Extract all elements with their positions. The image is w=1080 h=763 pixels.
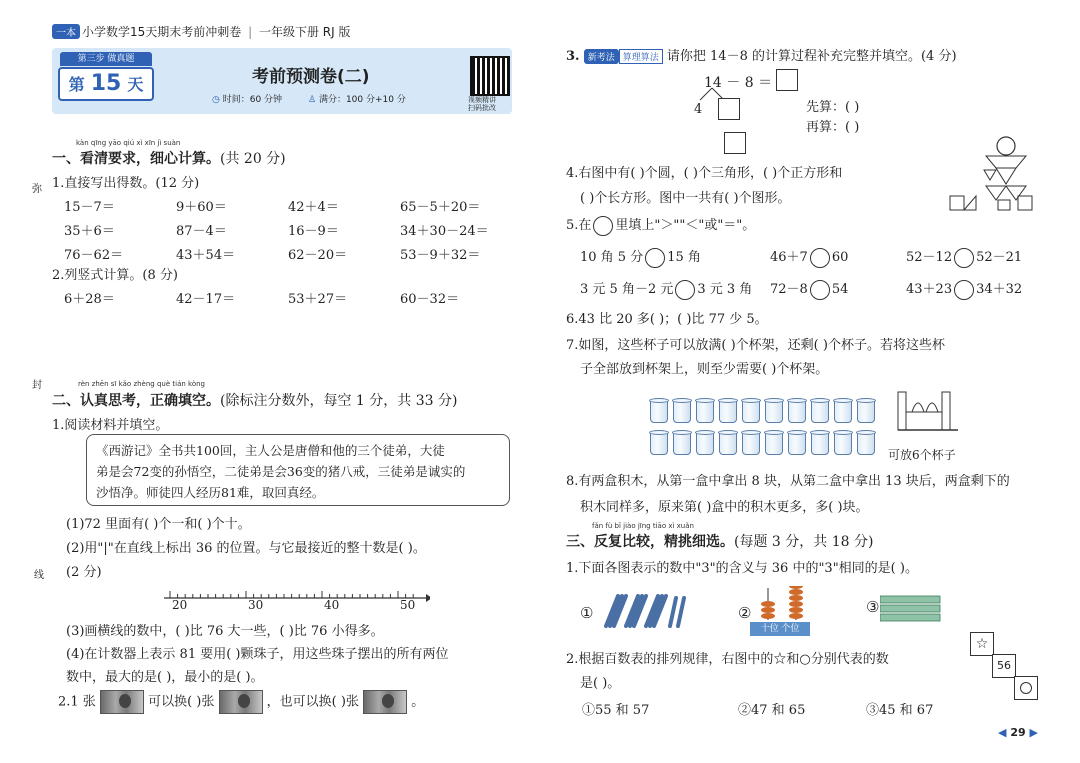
tick-label-30: 30 xyxy=(248,598,264,612)
arith-item: 42＋4＝ xyxy=(288,200,339,215)
cup xyxy=(857,400,875,423)
q5-item: 46＋7 60 xyxy=(770,246,848,268)
arith-item: 62－20＝ xyxy=(288,248,348,263)
prev-arrow-icon[interactable]: ◀ xyxy=(998,726,1007,739)
margin-label: 封 xyxy=(32,380,42,391)
new-method-badge: 新考法 xyxy=(584,49,619,64)
split-four: 4 xyxy=(694,102,703,117)
next-arrow-icon[interactable]: ▶ xyxy=(1029,726,1038,739)
compare-circle[interactable] xyxy=(954,248,974,268)
arith-item: 15－7＝ xyxy=(64,200,115,215)
option-3-label[interactable]: ③ xyxy=(866,598,880,616)
q3-then-step: 再算：( ) xyxy=(806,120,860,135)
cup xyxy=(650,400,668,423)
q8-line2: 积木同样多，原来第( )盒中的积木更多，多( )块。 xyxy=(580,500,869,515)
cup xyxy=(765,432,783,455)
tick-label-50: 50 xyxy=(400,598,416,612)
section2-heading: 二、认真思考，正确填空。(除标注分数外，每空 1 分，共 33 分) xyxy=(52,393,458,409)
compare-circle[interactable] xyxy=(954,280,974,300)
step-label: 第三步 做真题 xyxy=(60,52,152,66)
number-line-svg xyxy=(160,588,430,618)
abacus-image xyxy=(752,586,812,622)
arith-item: 43＋54＝ xyxy=(176,248,236,263)
q4-line1: 4.右图中有( )个圆，( )个三角形，( )个正方形和 xyxy=(566,166,843,181)
section1-pinyin: kàn qīng yāo qiú xì xīn jì suàn xyxy=(76,139,181,147)
q3-expression: 14 － 8 ＝ xyxy=(704,75,773,91)
option-1-label[interactable]: ① xyxy=(580,604,594,622)
shape-figure xyxy=(946,134,1042,216)
s3-q2-option-a[interactable]: ①55 和 57 xyxy=(582,703,650,718)
arith-item: 65－5＋20＝ xyxy=(400,200,481,215)
q5-title: 5.在 里填上"＞""＜"或"＝"。 xyxy=(566,214,755,236)
circle-cell xyxy=(1014,676,1038,700)
option-2-label[interactable]: ② xyxy=(738,604,752,622)
page-number: ◀ 29 ▶ xyxy=(998,726,1038,739)
arith-item: 53－9＋32＝ xyxy=(400,248,481,263)
banknote-image xyxy=(363,690,407,714)
q4-line2: ( )个长方形。图中一共有( )个图形。 xyxy=(580,191,791,206)
vertical-calc-item: 53＋27＝ xyxy=(288,292,348,307)
time-label: ◷ 时间：60 分钟 xyxy=(212,95,283,105)
reading-passage: 《西游记》全书共100回，主人公是唐僧和他的三个徒弟，大徒 弟是会72变的孙悟空，二徒弟是会36变的猪八戒，三徒弟是诚实的 沙悟净。师徒四人经历81难，取回真经。 xyxy=(96,443,466,500)
compare-circle[interactable] xyxy=(810,248,830,268)
section2-pinyin: rèn zhēn sī kǎo zhèng què tián kòng xyxy=(78,380,205,388)
s3-q1: 1.下面各图表示的数中"3"的含义与 36 中的"3"相同的是( )。 xyxy=(566,561,918,576)
q3-line: 3. 新考法 算理算法 请你把 14－8 的计算过程补充完整并填空。(4 分) xyxy=(566,49,957,64)
s2-q1-4a: (4)在计数器上表示 81 要用( )颗珠子，用这些珠子摆出的所有两位 xyxy=(66,647,449,662)
rack-caption: 可放6个杯子 xyxy=(888,448,956,462)
book-title: 小学数学15天期末考前冲刺卷 | 一年级下册 RJ 版 xyxy=(82,25,351,39)
section3-pinyin: fǎn fù bǐ jiào jīng tiāo xì xuǎn xyxy=(592,522,694,530)
cup xyxy=(719,400,737,423)
tick-label-40: 40 xyxy=(324,598,340,612)
s2-q1-1: (1)72 里面有( )个一和( )个十。 xyxy=(66,517,251,532)
compare-circle[interactable] xyxy=(810,280,830,300)
cup xyxy=(811,400,829,423)
q2-items xyxy=(64,288,504,307)
cup xyxy=(857,432,875,455)
arith-item: 16－9＝ xyxy=(288,224,339,239)
banknote-image xyxy=(219,690,263,714)
compare-circle xyxy=(593,216,613,236)
score-label: ♙ 满分：100 分+10 分 xyxy=(308,95,406,105)
cup xyxy=(650,432,668,455)
q8-line1: 8.有两盒积木，从第一盒中拿出 8 块，从第二盒中拿出 13 块后，两盒剩下的 xyxy=(566,474,1010,489)
person-icon: ♙ xyxy=(308,95,317,105)
arith-item: 34＋30－24＝ xyxy=(400,224,489,239)
margin-label: 线 xyxy=(34,570,44,581)
cup-rack-image xyxy=(892,386,962,434)
cup xyxy=(673,432,691,455)
method-badge: 算理算法 xyxy=(619,49,663,64)
arith-item: 9＋60＝ xyxy=(176,200,227,215)
s2-q2: 2.1 张 可以换( )张 ，也可以换( )张 。 xyxy=(58,690,424,714)
section1-heading: 一、看清要求，细心计算。(共 20 分) xyxy=(52,151,286,167)
q3-first-step: 先算：( ) xyxy=(806,100,860,115)
blocks-image xyxy=(880,594,944,624)
q5-item: 43＋23 34＋32 xyxy=(906,278,1022,300)
cup xyxy=(834,432,852,455)
q5-item: 3 元 5 角－2 元 3 元 3 角 xyxy=(580,278,752,300)
vertical-calc-item: 6＋28＝ xyxy=(64,292,115,307)
s2-q1-3: (3)画横线的数中，( )比 76 大一些，( )比 76 小得多。 xyxy=(66,624,384,639)
compare-circle[interactable] xyxy=(675,280,695,300)
vertical-calc-item: 42－17＝ xyxy=(176,292,236,307)
cups-group xyxy=(650,396,880,460)
day-badge: 第 15 天 xyxy=(58,67,154,101)
q1-grid xyxy=(64,196,504,266)
s2-q1-2: (2)用"|"在直线上标出 36 的位置。与它最接近的整十数是( )。 xyxy=(66,541,426,556)
qr-code[interactable] xyxy=(470,56,510,96)
qr-caption: 视频精讲 扫码批改 xyxy=(468,96,496,112)
q5-item: 72－8 54 xyxy=(770,278,848,300)
q1-title: 1.直接写出得数。(12 分) xyxy=(52,176,200,191)
q6: 6.43 比 20 多( )；( )比 77 少 5。 xyxy=(566,312,768,327)
q7-line2: 子全部放到杯架上，则至少需要( )个杯架。 xyxy=(580,362,829,377)
s3-q2-line1: 2.根据百数表的排列规律，右图中的☆和○分别代表的数 xyxy=(566,652,889,667)
number-cell: 56 xyxy=(992,654,1016,678)
star-cell: ☆ xyxy=(970,632,994,656)
arith-item: 35＋6＝ xyxy=(64,224,115,239)
answer-box[interactable] xyxy=(776,69,798,91)
compare-circle[interactable] xyxy=(645,248,665,268)
q5-item: 10 角 5 分 15 角 xyxy=(580,246,701,268)
page-title: 考前预测卷(二) xyxy=(252,67,370,87)
answer-box[interactable] xyxy=(724,132,746,154)
cup xyxy=(673,400,691,423)
circle-icon xyxy=(1020,682,1032,694)
tick-label-20: 20 xyxy=(172,598,188,612)
cup xyxy=(742,432,760,455)
vertical-calc-item: 60－32＝ xyxy=(400,292,460,307)
s3-q2-line2: 是( )。 xyxy=(580,676,621,691)
cup xyxy=(788,400,806,423)
section3-heading: 三、反复比较，精挑细选。(每题 3 分，共 18 分) xyxy=(566,534,874,550)
banknote-image xyxy=(100,690,144,714)
cup xyxy=(696,432,714,455)
arith-item: 76－62＝ xyxy=(64,248,124,263)
clock-icon: ◷ xyxy=(212,95,220,105)
cup xyxy=(811,432,829,455)
s2-q1-2-score: (2 分) xyxy=(66,565,102,580)
cup xyxy=(719,432,737,455)
margin-label: 弥 xyxy=(32,184,42,195)
s2-q1-4b: 数中，最大的是( )，最小的是( )。 xyxy=(66,670,264,685)
cup xyxy=(834,400,852,423)
q5-item: 52－12 52－21 xyxy=(906,246,1022,268)
brand-tag: 一本 xyxy=(52,24,80,40)
answer-box[interactable] xyxy=(718,98,740,120)
cup xyxy=(765,400,783,423)
s3-q2-option-b[interactable]: ②47 和 65 xyxy=(738,703,806,718)
cup xyxy=(696,400,714,423)
arith-item: 87－4＝ xyxy=(176,224,227,239)
s2-q1-title: 1.阅读材料并填空。 xyxy=(52,418,169,433)
q2-title: 2.列竖式计算。(8 分) xyxy=(52,268,178,283)
cup xyxy=(788,432,806,455)
s3-q2-option-c[interactable]: ③45 和 67 xyxy=(866,703,934,718)
cup xyxy=(742,400,760,423)
number-line[interactable] xyxy=(160,588,430,618)
sticks-bundles-image xyxy=(598,592,688,632)
q7-line1: 7.如图，这些杯子可以放满( )个杯架，还剩( )个杯子。若将这些杯 xyxy=(566,338,945,353)
abacus-labels: 十位 个位 xyxy=(750,622,810,636)
